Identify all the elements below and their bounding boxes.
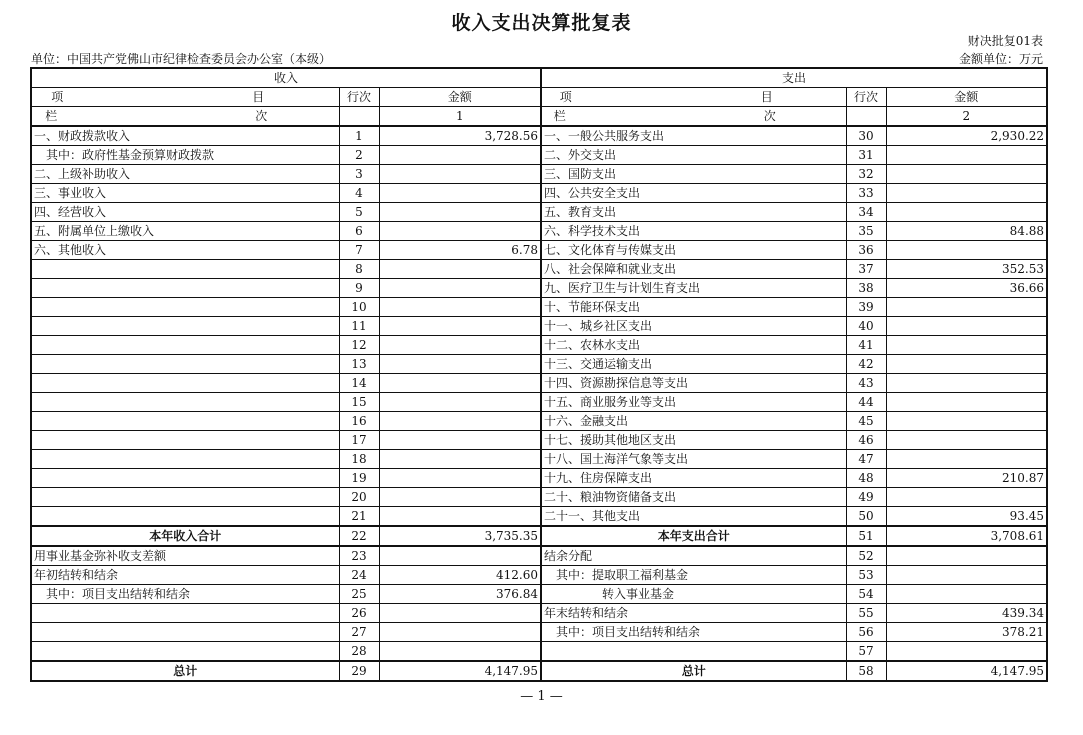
income-line-no-cell: 5 (339, 203, 379, 222)
table-row (31, 623, 1047, 642)
income-amount-cell (379, 488, 541, 507)
income-line-no-cell: 29 (339, 661, 379, 681)
income-amount-cell (379, 184, 541, 203)
expense-item-cell: 本年支出合计 (541, 526, 846, 546)
income-amount-cell (379, 507, 541, 527)
income-item-cell (31, 431, 339, 450)
expense-item-cell: 九、医疗卫生与计划生育支出 (541, 279, 846, 298)
income-amount-cell: 3,728.56 (379, 126, 541, 146)
table-row (31, 165, 1047, 184)
table-row (31, 126, 1047, 146)
income-line-no-cell: 9 (339, 279, 379, 298)
expense-item-cell: 十一、城乡社区支出 (541, 317, 846, 336)
income-amount-cell (379, 336, 541, 355)
expense-item-cell: 四、公共安全支出 (541, 184, 846, 203)
expense-line-no-cell: 46 (846, 431, 886, 450)
expense-item-cell: 其中：提取职工福利基金 (541, 566, 846, 585)
expense-amount-cell (886, 355, 1047, 374)
income-amount-cell (379, 317, 541, 336)
expense-amount-cell (886, 585, 1047, 604)
income-amount-cell (379, 298, 541, 317)
income-amount-cell: 6.78 (379, 241, 541, 260)
income-item-cell: 四、经营收入 (31, 203, 339, 222)
expense-line-no-cell: 49 (846, 488, 886, 507)
expense-amount-cell (886, 546, 1047, 566)
expense-amount-cell (886, 184, 1047, 203)
income-item-cell (31, 642, 339, 662)
expense-amount-header: 金额 (886, 88, 1047, 107)
expense-line-no-cell: 56 (846, 623, 886, 642)
income-amount-cell: 4,147.95 (379, 661, 541, 681)
expense-item-cell: 七、文化体育与传媒支出 (541, 241, 846, 260)
income-amount-cell: 376.84 (379, 585, 541, 604)
expense-item-cell: 六、科学技术支出 (541, 222, 846, 241)
expense-line-no-cell: 44 (846, 393, 886, 412)
table-row (31, 431, 1047, 450)
expense-line-no-cell: 53 (846, 566, 886, 585)
table-row (31, 507, 1047, 527)
income-line-no-header: 行次 (339, 88, 379, 107)
income-amount-cell: 412.60 (379, 566, 541, 585)
income-amount-cell (379, 355, 541, 374)
expense-item-cell: 十八、国土海洋气象等支出 (541, 450, 846, 469)
income-line-no-cell: 12 (339, 336, 379, 355)
expense-line-no-cell: 48 (846, 469, 886, 488)
income-amount-cell (379, 279, 541, 298)
table-row (31, 526, 1047, 546)
expense-amount-cell: 210.87 (886, 469, 1047, 488)
expense-item-cell: 转入事业基金 (541, 585, 846, 604)
table-row (31, 469, 1047, 488)
expense-amount-cell: 93.45 (886, 507, 1047, 527)
expense-amount-cell (886, 393, 1047, 412)
expense-line-no-cell: 43 (846, 374, 886, 393)
income-line-no-cell: 22 (339, 526, 379, 546)
table-row (31, 317, 1047, 336)
income-column-index-blank (339, 107, 379, 127)
income-item-cell (31, 355, 339, 374)
table-row (31, 585, 1047, 604)
expense-line-no-cell: 58 (846, 661, 886, 681)
income-line-no-cell: 26 (339, 604, 379, 623)
expense-amount-cell (886, 431, 1047, 450)
income-line-no-cell: 8 (339, 260, 379, 279)
income-amount-cell (379, 393, 541, 412)
income-amount-cell (379, 165, 541, 184)
expense-column-index: 2 (886, 107, 1047, 127)
income-amount-cell (379, 222, 541, 241)
expense-line-no-cell: 32 (846, 165, 886, 184)
expense-line-no-cell: 35 (846, 222, 886, 241)
column-index-row (31, 107, 1047, 127)
table-row (31, 241, 1047, 260)
income-amount-cell (379, 469, 541, 488)
expense-amount-cell: 3,708.61 (886, 526, 1047, 546)
expense-item-cell: 五、教育支出 (541, 203, 846, 222)
income-line-no-cell: 21 (339, 507, 379, 527)
expense-line-no-header: 行次 (846, 88, 886, 107)
income-line-no-cell: 25 (339, 585, 379, 604)
income-item-cell (31, 450, 339, 469)
expense-line-no-cell: 34 (846, 203, 886, 222)
expense-item-cell: 其中：项目支出结转和结余 (541, 623, 846, 642)
expense-amount-cell (886, 336, 1047, 355)
income-line-no-cell: 17 (339, 431, 379, 450)
income-item-cell (31, 623, 339, 642)
income-line-no-cell: 1 (339, 126, 379, 146)
expense-amount-cell: 2,930.22 (886, 126, 1047, 146)
expense-line-no-cell: 54 (846, 585, 886, 604)
income-item-cell: 六、其他收入 (31, 241, 339, 260)
income-amount-cell (379, 431, 541, 450)
income-line-no-cell: 6 (339, 222, 379, 241)
income-item-cell: 三、事业收入 (31, 184, 339, 203)
section-header-row (31, 68, 1047, 88)
table-row (31, 546, 1047, 566)
expense-item-cell: 八、社会保障和就业支出 (541, 260, 846, 279)
income-amount-cell (379, 412, 541, 431)
income-item-cell: 一、财政拨款收入 (31, 126, 339, 146)
income-line-no-cell: 3 (339, 165, 379, 184)
table-row (31, 661, 1047, 681)
expense-amount-cell: 352.53 (886, 260, 1047, 279)
income-item-cell: 其中：项目支出结转和结余 (31, 585, 339, 604)
expense-item-cell: 十二、农林水支出 (541, 336, 846, 355)
income-amount-cell (379, 203, 541, 222)
expense-line-no-cell: 45 (846, 412, 886, 431)
expense-item-cell: 十九、住房保障支出 (541, 469, 846, 488)
income-item-cell: 用事业基金弥补收支差额 (31, 546, 339, 566)
expense-amount-cell: 36.66 (886, 279, 1047, 298)
income-item-cell (31, 279, 339, 298)
expense-item-cell: 十、节能环保支出 (541, 298, 846, 317)
expense-amount-cell (886, 298, 1047, 317)
expense-amount-cell: 4,147.95 (886, 661, 1047, 681)
amount-unit: 金额单位：万元 (958, 52, 1043, 66)
expense-item-cell: 十七、援助其他地区支出 (541, 431, 846, 450)
income-expense-table (30, 67, 1048, 682)
expense-amount-cell: 378.21 (886, 623, 1047, 642)
expense-item-cell: 二十、粮油物资储备支出 (541, 488, 846, 507)
income-line-no-cell: 7 (339, 241, 379, 260)
income-item-cell: 总计 (31, 661, 339, 681)
expense-line-no-cell: 37 (846, 260, 886, 279)
income-item-cell: 五、附属单位上缴收入 (31, 222, 339, 241)
income-amount-cell (379, 260, 541, 279)
expense-line-no-cell: 40 (846, 317, 886, 336)
page-number: — 1 — (520, 689, 563, 704)
income-line-no-cell: 15 (339, 393, 379, 412)
income-amount-cell: 3,735.35 (379, 526, 541, 546)
income-line-no-cell: 4 (339, 184, 379, 203)
income-item-cell (31, 336, 339, 355)
income-item-cell (31, 488, 339, 507)
expense-line-no-cell: 33 (846, 184, 886, 203)
expense-line-no-cell: 30 (846, 126, 886, 146)
income-amount-cell (379, 546, 541, 566)
table-row (31, 642, 1047, 662)
income-item-cell (31, 260, 339, 279)
table-row (31, 336, 1047, 355)
income-line-no-cell: 24 (339, 566, 379, 585)
table-row (31, 279, 1047, 298)
organization-name: 单位：中国共产党佛山市纪律检查委员会办公室（本级） (31, 52, 332, 66)
expense-item-cell (541, 642, 846, 662)
table-row (31, 146, 1047, 165)
expense-item-cell: 十四、资源勘探信息等支出 (541, 374, 846, 393)
income-item-cell (31, 317, 339, 336)
income-item-cell: 年初结转和结余 (31, 566, 339, 585)
expense-amount-cell (886, 241, 1047, 260)
income-amount-header: 金额 (379, 88, 541, 107)
table-row (31, 566, 1047, 585)
expense-item-cell: 十三、交通运输支出 (541, 355, 846, 374)
expense-line-no-cell: 38 (846, 279, 886, 298)
income-line-no-cell: 23 (339, 546, 379, 566)
table-row (31, 222, 1047, 241)
income-line-no-cell: 19 (339, 469, 379, 488)
income-amount-cell (379, 146, 541, 165)
income-amount-cell (379, 604, 541, 623)
income-item-cell (31, 469, 339, 488)
income-line-no-cell: 10 (339, 298, 379, 317)
expense-amount-cell (886, 412, 1047, 431)
report-title: 收入支出决算批复表 (451, 12, 632, 34)
expense-line-no-cell: 42 (846, 355, 886, 374)
column-header-row (31, 88, 1047, 107)
income-item-header: 项 目 (31, 88, 339, 107)
expense-amount-cell (886, 450, 1047, 469)
expense-amount-cell (886, 374, 1047, 393)
expense-amount-cell (886, 488, 1047, 507)
expense-amount-cell: 84.88 (886, 222, 1047, 241)
income-line-no-cell: 18 (339, 450, 379, 469)
income-line-no-cell: 27 (339, 623, 379, 642)
income-item-cell (31, 412, 339, 431)
income-item-cell: 二、上级补助收入 (31, 165, 339, 184)
income-line-no-cell: 14 (339, 374, 379, 393)
expense-item-cell: 二、外交支出 (541, 146, 846, 165)
income-line-no-cell: 20 (339, 488, 379, 507)
income-item-cell (31, 604, 339, 623)
income-item-cell: 其中：政府性基金预算财政拨款 (31, 146, 339, 165)
form-number: 财决批复01表 (967, 34, 1043, 48)
table-row (31, 412, 1047, 431)
expense-line-no-cell: 57 (846, 642, 886, 662)
expense-line-no-cell: 41 (846, 336, 886, 355)
expense-column-label: 栏 次 (541, 107, 846, 127)
expense-item-cell: 十五、商业服务业等支出 (541, 393, 846, 412)
expense-item-cell: 三、国防支出 (541, 165, 846, 184)
expense-item-cell: 十六、金融支出 (541, 412, 846, 431)
income-amount-cell (379, 642, 541, 662)
table-row (31, 374, 1047, 393)
expense-item-cell: 总计 (541, 661, 846, 681)
income-line-no-cell: 2 (339, 146, 379, 165)
expense-amount-cell (886, 146, 1047, 165)
income-line-no-cell: 28 (339, 642, 379, 662)
expense-item-header: 项 目 (541, 88, 846, 107)
income-item-cell (31, 298, 339, 317)
income-amount-cell (379, 623, 541, 642)
expense-amount-cell: 439.34 (886, 604, 1047, 623)
expense-line-no-cell: 51 (846, 526, 886, 546)
expense-line-no-cell: 52 (846, 546, 886, 566)
expense-item-cell: 二十一、其他支出 (541, 507, 846, 527)
income-line-no-cell: 13 (339, 355, 379, 374)
income-section-header: 收入 (31, 68, 541, 88)
table-row (31, 298, 1047, 317)
expense-line-no-cell: 47 (846, 450, 886, 469)
income-amount-cell (379, 374, 541, 393)
income-item-cell (31, 393, 339, 412)
expense-column-index-blank (846, 107, 886, 127)
table-row (31, 184, 1047, 203)
expense-item-cell: 一、一般公共服务支出 (541, 126, 846, 146)
expense-line-no-cell: 31 (846, 146, 886, 165)
expense-line-no-cell: 36 (846, 241, 886, 260)
income-line-no-cell: 16 (339, 412, 379, 431)
income-line-no-cell: 11 (339, 317, 379, 336)
table-row (31, 393, 1047, 412)
table-row (31, 488, 1047, 507)
income-item-cell (31, 374, 339, 393)
income-item-cell (31, 507, 339, 527)
expense-line-no-cell: 55 (846, 604, 886, 623)
table-row (31, 450, 1047, 469)
income-column-index: 1 (379, 107, 541, 127)
expense-line-no-cell: 39 (846, 298, 886, 317)
expense-amount-cell (886, 566, 1047, 585)
expense-amount-cell (886, 203, 1047, 222)
income-amount-cell (379, 450, 541, 469)
expense-amount-cell (886, 317, 1047, 336)
expense-item-cell: 结余分配 (541, 546, 846, 566)
table-row (31, 260, 1047, 279)
expense-amount-cell (886, 165, 1047, 184)
table-row (31, 203, 1047, 222)
table-row (31, 355, 1047, 374)
income-column-label: 栏 次 (31, 107, 339, 127)
expense-item-cell: 年末结转和结余 (541, 604, 846, 623)
expense-amount-cell (886, 642, 1047, 662)
expense-line-no-cell: 50 (846, 507, 886, 527)
expense-section-header: 支出 (541, 68, 1047, 88)
table-row (31, 604, 1047, 623)
income-item-cell: 本年收入合计 (31, 526, 339, 546)
